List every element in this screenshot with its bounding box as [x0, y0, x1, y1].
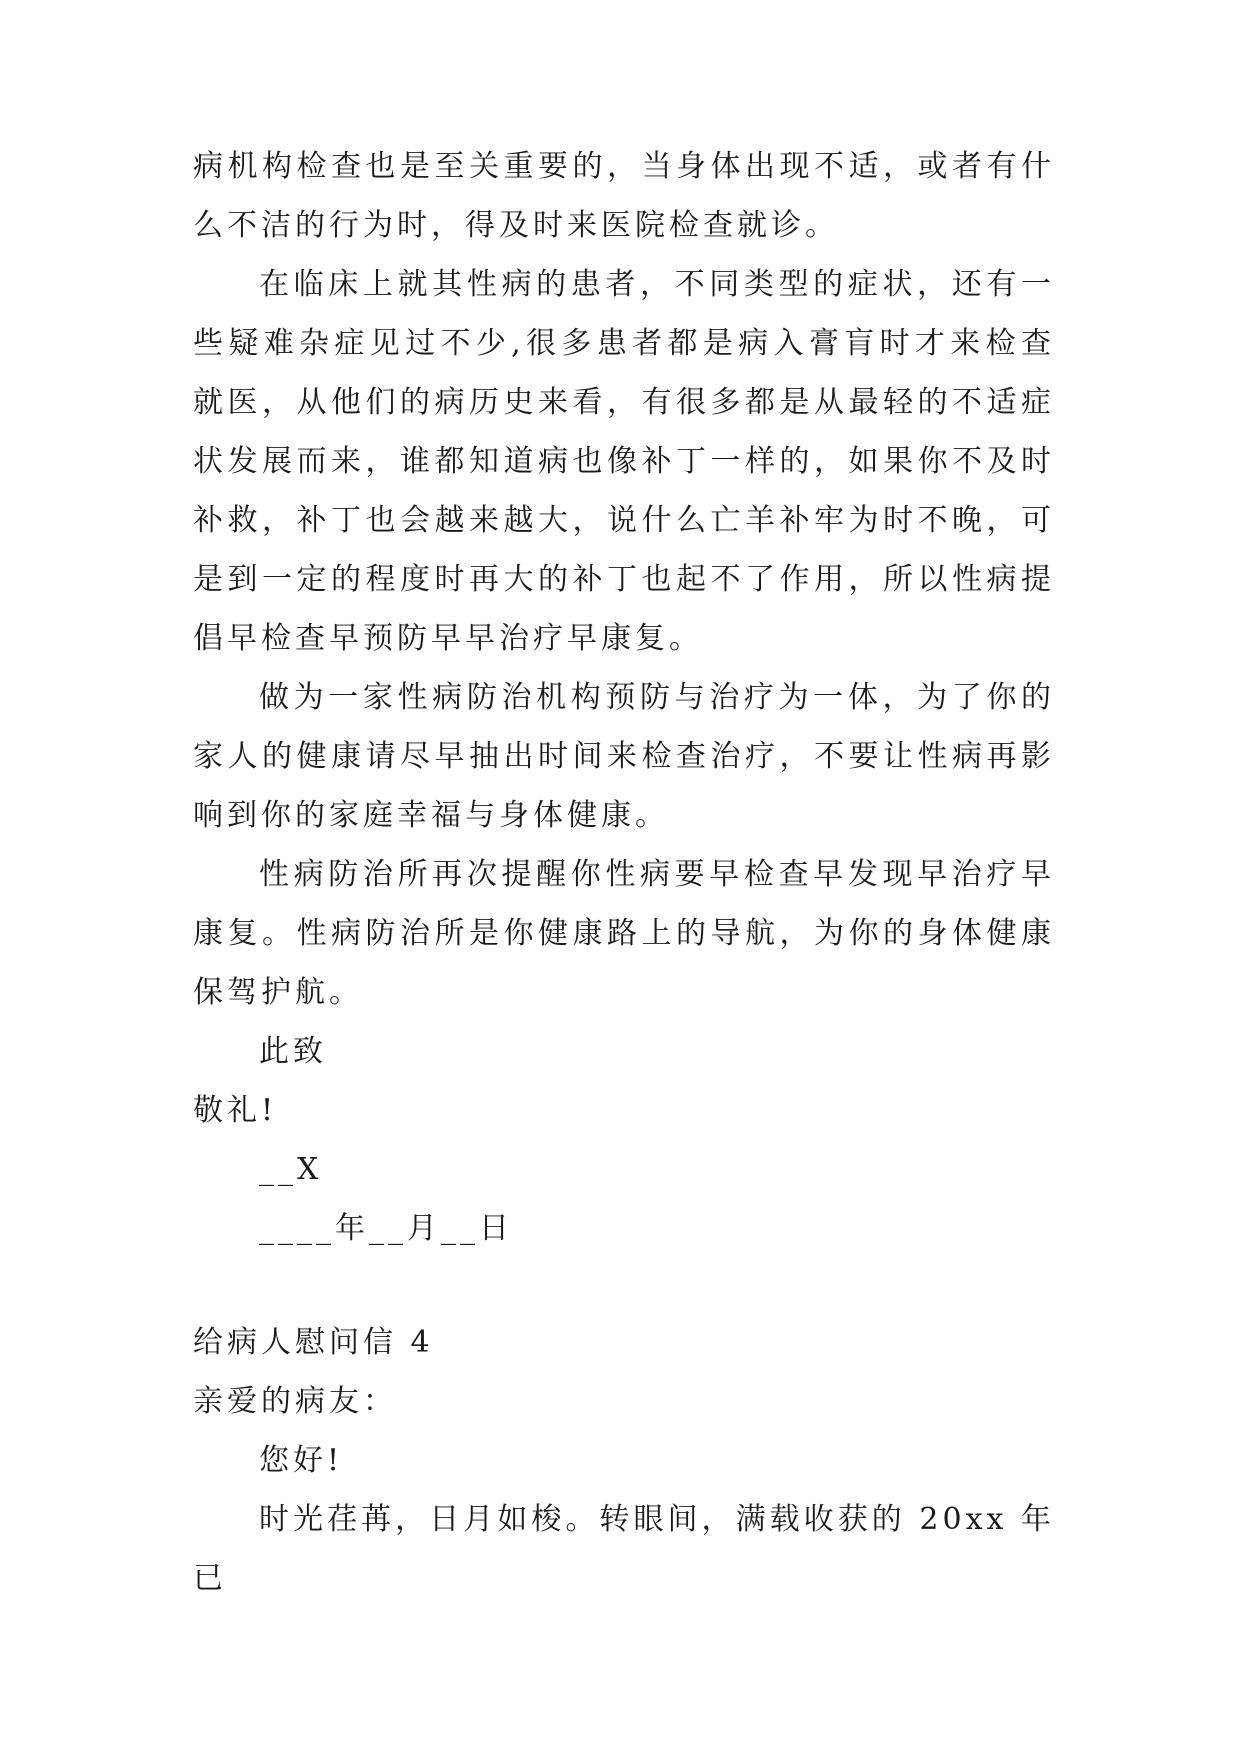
- paragraph-opening: 时光荏苒，日月如梭。转眼间，满载收获的 20xx 年已: [193, 1502, 1055, 1596]
- letter-3-body: [193, 137, 1055, 1258]
- signature-line: __X: [259, 1152, 323, 1187]
- date-line: ____年__月__日: [259, 1211, 513, 1246]
- paragraph-reminder: 性病防治所再次提醒你性病要早检查早发现早治疗早康复。性病防治所是你健康路上的导航，为你的身体健康保驾护航。: [193, 857, 1055, 1010]
- salutation: 亲爱的病友：: [193, 1384, 397, 1419]
- closing-salutation: 此致: [259, 1034, 327, 1069]
- paragraph-clinical: 在临床上就其性病的患者，不同类型的症状，还有一些疑难杂症见过不少,很多患者都是病入膏肓时才来检查就医，从他们的病历史来看，有很多都是从最轻的不适症状发展而来，谁都知道病也像补丁一样的，如果你不及时补救，补丁也会越来越大，说什么亡羊补牢为时不晚，可是到一定的程度时再大的补丁也起不了作用，所以性病提倡早检查早预防早早治疗早康复。: [193, 267, 1055, 656]
- closing-regards: 敬礼!: [193, 1093, 278, 1128]
- greeting: 您好!: [259, 1443, 344, 1478]
- paragraph-continued: 病机构检查也是至关重要的，当身体出现不适，或者有什么不洁的行为时，得及时来医院检查就诊。: [193, 149, 1055, 243]
- section-heading: 给病人慰问信 4: [193, 1325, 434, 1360]
- paragraph-institution: 做为一家性病防治机构预防与治疗为一体，为了你的家人的健康请尽早抽出时间来检查治疗，不要让性病再影响到你的家庭幸福与身体健康。: [193, 680, 1055, 833]
- letter-4-body: [193, 1313, 1055, 1608]
